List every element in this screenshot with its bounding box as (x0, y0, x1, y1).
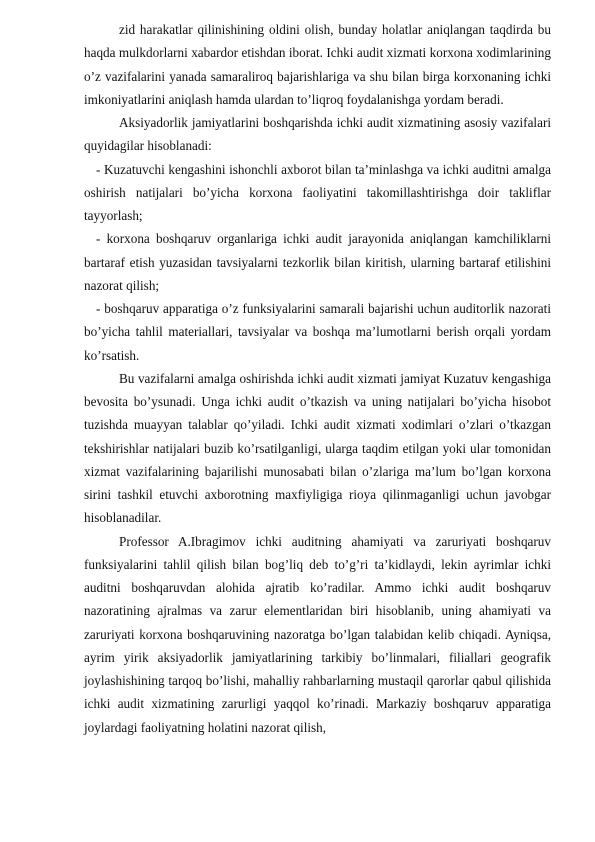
paragraph-subordination: Bu vazifalarni amalga oshirishda ichki audit xizmati jamiyat Kuzatuv kengashiga bevosita bo’ysunadi. Unga ichki audit o’tkazish va uning natijalari bo’yicha hisobot tuzishda muayyan talablar qo’yiladi. Ichki audit xizmati xodimlari o’zlari o’tkazgan tekshirishlar natijalari buzib ko’rsatilganligi, ularga taqdim etilgan yoki ular tomonidan xizmat vazifalarining bajarilishi munosabati bilan o’zlariga ma’lum bo’lgan korxona sirini tashkil etuvchi axborotning maxfiyligiga rioya qilinmaganligi uchun javobgar hisoblanadilar. (84, 370, 551, 526)
paragraph-main-tasks-intro: Aksiyadorlik jamiyatlarini boshqarishda ichki audit xizmatining asosiy vazifalari quyidagilar hisoblanadi: (84, 115, 551, 154)
paragraph-continuation: zid harakatlar qilinishining oldini olish, bunday holatlar aniqlangan taqdirda bu haqda mulkdorlarni xabardor etishdan iborat. Ichki audit xizmati korxona xodimlarining o’z vazifalarini yanada samaraliroq bajarishlariga va shu bilan birga korxonaning ichki imkoniyatlarini aniqlash hamda ulardan to’liqroq foydalanishga yordam beradi. (84, 22, 551, 107)
list-item-task-3: - boshqaruv apparatiga o’z funksiyalarini samarali bajarishi uchun auditorlik nazorati bo’yicha tahlil materiallari, tavsiyalar va boshqa ma’lumotlarni berish orqali yordam ko’rsatish. (84, 301, 551, 363)
body-text (84, 18, 551, 739)
list-item-task-1: - Kuzatuvchi kengashini ishonchli axborot bilan ta’minlashga va ichki auditni amalga oshirish natijalari bo’yicha korxona faoliyatini takomillashtirishga doir takliflar tayyorlash; (84, 161, 551, 223)
list-item-task-2: - korxona boshqaruv organlariga ichki audit jarayonida aniqlangan kamchiliklarni bartaraf etish yuzasidan tavsiyalarni tezkorlik bilan kiritish, ularning bartaraf etilishini nazorat qilish; (84, 231, 551, 293)
paragraph-professor-opinion: Professor A.Ibragimov ichki auditning ahamiyati va zaruriyati boshqaruv funksiyalarini tahlil qilish bilan bog’liq deb to’g’ri ta’kidlaydi, lekin ayrimlar ichki auditni boshqaruvdan alohida ajratib ko’radilar. Ammo ichki audit boshqaruv nazoratining ajralmas va zarur elementlaridan biri hisoblanib, uning ahamiyati va zaruriyati korxona boshqaruvining nazoratga bo’lgan talabidan kelib chiqadi. Ayniqsa, ayrim yirik aksiyadorlik jamiyatlarining tarkibiy bo’linmalari, filiallari geografik joylashishining tarqoq bo’lishi, mahalliy rahbarlarning mustaqil qarorlar qabul qilishida ichki audit xizmatining zarurligi yaqqol ko’rinadi. Markaziy boshqaruv apparatiga joylardagi faoliyatning holatini nazorat qilish, (84, 533, 551, 735)
